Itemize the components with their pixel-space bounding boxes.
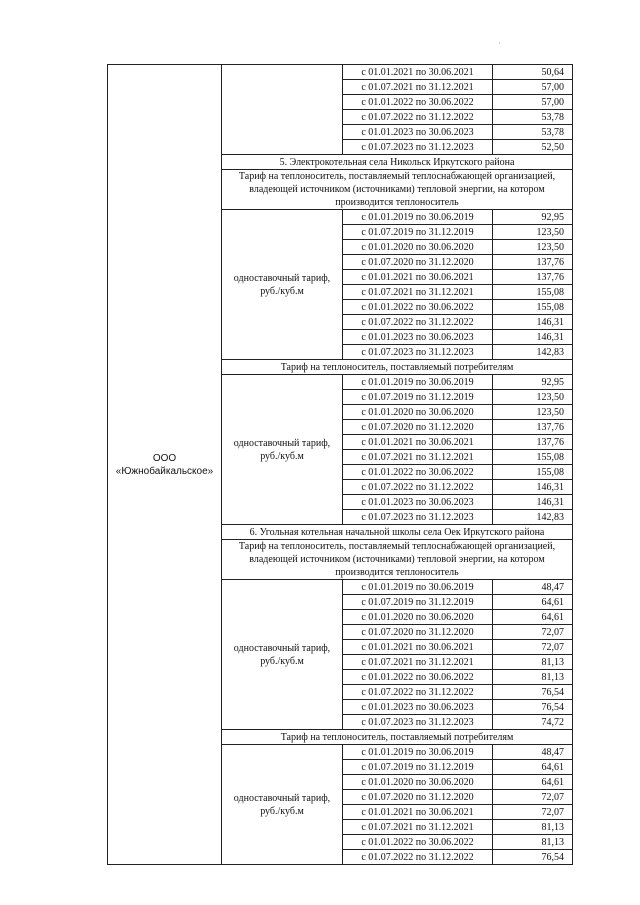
period-cell: с 01.07.2021 по 31.12.2021 [343,450,493,465]
period-cell: с 01.07.2020 по 31.12.2020 [343,790,493,805]
tariff-value-cell: 81,13 [493,835,573,850]
period-cell: с 01.01.2022 по 30.06.2022 [343,670,493,685]
tariff-value-cell: 57,00 [493,80,573,95]
period-cell: с 01.01.2020 по 30.06.2020 [343,610,493,625]
tariff-heading: Тариф на теплоноситель, поставляемый потребителям [222,730,573,745]
period-cell: с 01.01.2020 по 30.06.2020 [343,775,493,790]
tariff-value-cell: 72,07 [493,805,573,820]
tariff-value-cell: 72,07 [493,790,573,805]
tariff-heading: Тариф на теплоноситель, поставляемый теплоснабжающей организацией, владеющей источником (источниками) тепловой энергии, на котором производится теплоноситель [222,540,573,580]
tariff-value-cell: 123,50 [493,405,573,420]
tariff-value-cell: 64,61 [493,760,573,775]
section-title: 6. Угольная котельная начальной школы села Оек Иркутского района [222,525,573,540]
tariff-type-cell: одноставочный тариф, руб./куб.м [222,210,343,360]
tariff-value-cell: 81,13 [493,820,573,835]
tariff-value-cell: 64,61 [493,595,573,610]
tariff-value-cell: 142,83 [493,345,573,360]
tariff-value-cell: 155,08 [493,450,573,465]
tariff-value-cell: 123,50 [493,225,573,240]
tariff-value-cell: 137,76 [493,255,573,270]
section-title: 5. Электрокотельная села Никольск Иркутского района [222,155,573,170]
period-cell: с 01.01.2019 по 30.06.2019 [343,375,493,390]
period-cell: с 01.01.2021 по 30.06.2021 [343,640,493,655]
period-cell: с 01.01.2022 по 30.06.2022 [343,835,493,850]
tariff-value-cell: 53,78 [493,110,573,125]
tariff-value-cell: 92,95 [493,375,573,390]
tariff-value-cell: 76,54 [493,700,573,715]
page-mark: · [498,38,501,48]
tariff-type-cell: одноставочный тариф, руб./куб.м [222,580,343,730]
period-cell: с 01.07.2019 по 31.12.2019 [343,390,493,405]
tariff-value-cell: 137,76 [493,420,573,435]
period-cell: с 01.07.2019 по 31.12.2019 [343,595,493,610]
tariff-value-cell: 137,76 [493,270,573,285]
tariff-value-cell: 76,54 [493,850,573,865]
period-cell: с 01.01.2022 по 30.06.2022 [343,300,493,315]
tariff-value-cell: 57,00 [493,95,573,110]
tariff-value-cell: 52,50 [493,140,573,155]
tariff-value-cell: 92,95 [493,210,573,225]
tariff-value-cell: 76,54 [493,685,573,700]
period-cell: с 01.07.2021 по 31.12.2021 [343,655,493,670]
period-cell: с 01.01.2021 по 30.06.2021 [343,270,493,285]
period-cell: с 01.07.2023 по 31.12.2023 [343,140,493,155]
tariff-value-cell: 72,07 [493,625,573,640]
tariff-value-cell: 72,07 [493,640,573,655]
period-cell: с 01.07.2022 по 31.12.2022 [343,850,493,865]
period-cell: с 01.01.2019 по 30.06.2019 [343,745,493,760]
tariff-value-cell: 50,64 [493,65,573,80]
period-cell: с 01.01.2019 по 30.06.2019 [343,210,493,225]
tariff-value-cell: 81,13 [493,655,573,670]
tariff-value-cell: 146,31 [493,480,573,495]
tariff-value-cell: 155,08 [493,300,573,315]
table-row [108,65,573,80]
tariff-value-cell: 48,47 [493,745,573,760]
period-cell: с 01.01.2023 по 30.06.2023 [343,495,493,510]
tariff-value-cell: 142,83 [493,510,573,525]
tariff-value-cell: 81,13 [493,670,573,685]
period-cell: с 01.07.2022 по 31.12.2022 [343,110,493,125]
tariff-value-cell: 64,61 [493,610,573,625]
period-cell: с 01.07.2021 по 31.12.2021 [343,285,493,300]
period-cell: с 01.07.2019 по 31.12.2019 [343,225,493,240]
tariff-value-cell: 53,78 [493,125,573,140]
period-cell: с 01.07.2020 по 31.12.2020 [343,625,493,640]
period-cell: с 01.07.2020 по 31.12.2020 [343,255,493,270]
period-cell: с 01.07.2021 по 31.12.2021 [343,820,493,835]
tariff-heading: Тариф на теплоноситель, поставляемый потребителям [222,360,573,375]
period-cell: с 01.01.2022 по 30.06.2022 [343,95,493,110]
period-cell: с 01.01.2020 по 30.06.2020 [343,240,493,255]
tariff-value-cell: 48,47 [493,580,573,595]
period-cell: с 01.01.2022 по 30.06.2022 [343,465,493,480]
tariff-value-cell: 123,50 [493,390,573,405]
tariff-value-cell: 137,76 [493,435,573,450]
period-cell: с 01.01.2019 по 30.06.2019 [343,580,493,595]
period-cell: с 01.07.2023 по 31.12.2023 [343,715,493,730]
period-cell: с 01.01.2021 по 30.06.2021 [343,805,493,820]
period-cell: с 01.01.2020 по 30.06.2020 [343,405,493,420]
organization-name: ООО «Южнобайкальское» [108,65,222,865]
tariff-value-cell: 123,50 [493,240,573,255]
period-cell: с 01.07.2022 по 31.12.2022 [343,315,493,330]
tariff-value-cell: 146,31 [493,495,573,510]
period-cell: с 01.07.2021 по 31.12.2021 [343,80,493,95]
tariff-value-cell: 64,61 [493,775,573,790]
tariff-type-cell: одноставочный тариф, руб./куб.м [222,375,343,525]
tariff-table-body [108,65,573,865]
tariff-value-cell: 146,31 [493,330,573,345]
period-cell: с 01.07.2022 по 31.12.2022 [343,480,493,495]
period-cell: с 01.07.2023 по 31.12.2023 [343,345,493,360]
period-cell: с 01.01.2021 по 30.06.2021 [343,435,493,450]
period-cell: с 01.07.2023 по 31.12.2023 [343,510,493,525]
period-cell: с 01.01.2023 по 30.06.2023 [343,700,493,715]
tariff-value-cell: 146,31 [493,315,573,330]
period-cell: с 01.07.2022 по 31.12.2022 [343,685,493,700]
period-cell: с 01.01.2023 по 30.06.2023 [343,125,493,140]
tariff-type-cell: одноставочный тариф, руб./куб.м [222,745,343,865]
tariff-value-cell: 155,08 [493,465,573,480]
period-cell: с 01.07.2019 по 31.12.2019 [343,760,493,775]
tariff-value-cell: 74,72 [493,715,573,730]
tariff-type-cell [222,65,343,155]
tariff-table [107,64,573,865]
period-cell: с 01.07.2020 по 31.12.2020 [343,420,493,435]
tariff-heading: Тариф на теплоноситель, поставляемый теплоснабжающей организацией, владеющей источником (источниками) тепловой энергии, на котором производится теплоноситель [222,170,573,210]
tariff-value-cell: 155,08 [493,285,573,300]
period-cell: с 01.01.2021 по 30.06.2021 [343,65,493,80]
period-cell: с 01.01.2023 по 30.06.2023 [343,330,493,345]
